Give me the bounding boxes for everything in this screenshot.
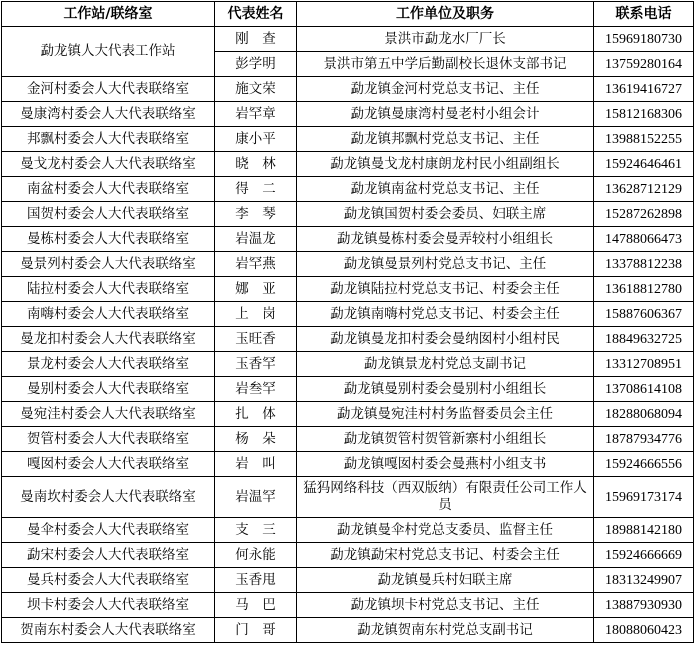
phone-cell: 15924666556 bbox=[594, 452, 694, 477]
phone-cell: 15924666669 bbox=[594, 543, 694, 568]
phone-cell: 13628712129 bbox=[594, 177, 694, 202]
table-row bbox=[2, 618, 694, 643]
table-row bbox=[2, 352, 694, 377]
phone-cell: 13708614108 bbox=[594, 377, 694, 402]
phone-cell: 13378812238 bbox=[594, 252, 694, 277]
table-row bbox=[2, 227, 694, 252]
table-row bbox=[2, 177, 694, 202]
phone-cell: 18849632725 bbox=[594, 327, 694, 352]
table-row bbox=[2, 543, 694, 568]
table-row bbox=[2, 77, 694, 102]
name-cell: 康小平 bbox=[215, 127, 297, 152]
phone-cell: 15287262898 bbox=[594, 202, 694, 227]
unit-cell: 勐龙镇曼戈龙村康朗龙村民小组副组长 bbox=[297, 152, 594, 177]
phone-cell: 13619416727 bbox=[594, 77, 694, 102]
unit-cell: 勐龙镇曼兵村妇联主席 bbox=[297, 568, 594, 593]
name-cell: 支 三 bbox=[215, 518, 297, 543]
unit-cell: 勐龙镇南嗨村党总支书记、村委会主任 bbox=[297, 302, 594, 327]
name-cell: 马 巴 bbox=[215, 593, 297, 618]
table-row bbox=[2, 152, 694, 177]
name-cell: 施文荣 bbox=[215, 77, 297, 102]
unit-cell: 勐龙镇贺管村贺管新寨村小组组长 bbox=[297, 427, 594, 452]
station-cell: 南嗨村委会人大代表联络室 bbox=[2, 302, 215, 327]
table-row bbox=[2, 518, 694, 543]
name-cell: 玉香甩 bbox=[215, 568, 297, 593]
station-cell: 曼南坎村委会人大代表联络室 bbox=[2, 477, 215, 518]
table-row bbox=[2, 593, 694, 618]
station-cell: 贺管村委会人大代表联络室 bbox=[2, 427, 215, 452]
unit-cell: 勐龙镇曼栋村委会曼弄较村小组组长 bbox=[297, 227, 594, 252]
name-cell: 岩 叫 bbox=[215, 452, 297, 477]
phone-cell: 15969180730 bbox=[594, 27, 694, 52]
phone-cell: 13887930930 bbox=[594, 593, 694, 618]
unit-cell: 勐龙镇南盆村党总支书记、主任 bbox=[297, 177, 594, 202]
station-cell: 曼景列村委会人大代表联络室 bbox=[2, 252, 215, 277]
station-cell: 金河村委会人大代表联络室 bbox=[2, 77, 215, 102]
station-cell: 陆拉村委会人大代表联络室 bbox=[2, 277, 215, 302]
header-name: 代表姓名 bbox=[215, 2, 297, 27]
unit-cell: 景洪市第五中学后勤副校长退休支部书记 bbox=[297, 52, 594, 77]
phone-cell: 13759280164 bbox=[594, 52, 694, 77]
unit-cell: 猛犸网络科技（西双版纳）有限责任公司工作人员 bbox=[297, 477, 594, 518]
phone-cell: 18988142180 bbox=[594, 518, 694, 543]
station-cell: 贺南东村委会人大代表联络室 bbox=[2, 618, 215, 643]
header-station: 工作站/联络室 bbox=[2, 2, 215, 27]
phone-cell: 18088060423 bbox=[594, 618, 694, 643]
station-cell: 邦飘村委会人大代表联络室 bbox=[2, 127, 215, 152]
station-cell: 曼康湾村委会人大代表联络室 bbox=[2, 102, 215, 127]
phone-cell: 13312708951 bbox=[594, 352, 694, 377]
unit-cell: 勐龙镇曼伞村党总支委员、监督主任 bbox=[297, 518, 594, 543]
table-row bbox=[2, 402, 694, 427]
name-cell: 得 二 bbox=[215, 177, 297, 202]
table-header-row bbox=[2, 2, 694, 27]
unit-cell: 景洪市勐龙水厂厂长 bbox=[297, 27, 594, 52]
unit-cell: 勐龙镇景龙村党总支副书记 bbox=[297, 352, 594, 377]
phone-cell: 18288068094 bbox=[594, 402, 694, 427]
station-cell: 曼戈龙村委会人大代表联络室 bbox=[2, 152, 215, 177]
station-cell: 嘎囡村委会人大代表联络室 bbox=[2, 452, 215, 477]
name-cell: 晓 林 bbox=[215, 152, 297, 177]
unit-cell: 勐龙镇坝卡村党总支书记、主任 bbox=[297, 593, 594, 618]
station-cell: 曼别村委会人大代表联络室 bbox=[2, 377, 215, 402]
table-row bbox=[2, 568, 694, 593]
phone-cell: 15969173174 bbox=[594, 477, 694, 518]
unit-cell: 勐龙镇陆拉村党总支书记、村委会主任 bbox=[297, 277, 594, 302]
station-cell: 国贺村委会人大代表联络室 bbox=[2, 202, 215, 227]
unit-cell: 勐龙镇曼景列村党总支书记、主任 bbox=[297, 252, 594, 277]
table-row bbox=[2, 202, 694, 227]
name-cell: 彭学明 bbox=[215, 52, 297, 77]
station-cell: 曼宛洼村委会人大代表联络室 bbox=[2, 402, 215, 427]
unit-cell: 勐龙镇曼康湾村曼老村小组会计 bbox=[297, 102, 594, 127]
unit-cell: 勐龙镇国贺村委会委员、妇联主席 bbox=[297, 202, 594, 227]
station-cell: 勐龙镇人大代表工作站 bbox=[2, 27, 215, 77]
unit-cell: 勐龙镇曼宛洼村村务监督委员会主任 bbox=[297, 402, 594, 427]
name-cell: 岩温龙 bbox=[215, 227, 297, 252]
name-cell: 扎 体 bbox=[215, 402, 297, 427]
table-row bbox=[2, 27, 694, 52]
table-row bbox=[2, 102, 694, 127]
unit-cell: 勐龙镇金河村党总支书记、主任 bbox=[297, 77, 594, 102]
station-cell: 南盆村委会人大代表联络室 bbox=[2, 177, 215, 202]
name-cell: 上 岗 bbox=[215, 302, 297, 327]
name-cell: 玉香罕 bbox=[215, 352, 297, 377]
name-cell: 岩温罕 bbox=[215, 477, 297, 518]
unit-cell: 勐龙镇勐宋村党总支书记、村委会主任 bbox=[297, 543, 594, 568]
name-cell: 何永能 bbox=[215, 543, 297, 568]
phone-cell: 15924646461 bbox=[594, 152, 694, 177]
name-cell: 杨 朵 bbox=[215, 427, 297, 452]
phone-cell: 15812168306 bbox=[594, 102, 694, 127]
unit-cell: 勐龙镇曼别村委会曼别村小组组长 bbox=[297, 377, 594, 402]
phone-cell: 13618812780 bbox=[594, 277, 694, 302]
phone-cell: 18313249907 bbox=[594, 568, 694, 593]
table-row bbox=[2, 252, 694, 277]
unit-cell: 勐龙镇曼龙扣村委会曼纳囡村小组村民 bbox=[297, 327, 594, 352]
table-row bbox=[2, 377, 694, 402]
table-row bbox=[2, 327, 694, 352]
header-phone: 联系电话 bbox=[594, 2, 694, 27]
phone-cell: 14788066473 bbox=[594, 227, 694, 252]
station-cell: 坝卡村委会人大代表联络室 bbox=[2, 593, 215, 618]
station-cell: 曼栋村委会人大代表联络室 bbox=[2, 227, 215, 252]
station-cell: 曼伞村委会人大代表联络室 bbox=[2, 518, 215, 543]
name-cell: 李 琴 bbox=[215, 202, 297, 227]
phone-cell: 18787934776 bbox=[594, 427, 694, 452]
name-cell: 岩罕燕 bbox=[215, 252, 297, 277]
station-cell: 曼龙扣村委会人大代表联络室 bbox=[2, 327, 215, 352]
table-row bbox=[2, 477, 694, 518]
phone-cell: 13988152255 bbox=[594, 127, 694, 152]
name-cell: 玉旺香 bbox=[215, 327, 297, 352]
header-unit: 工作单位及职务 bbox=[297, 2, 594, 27]
unit-cell: 勐龙镇嘎囡村委会曼燕村小组支书 bbox=[297, 452, 594, 477]
name-cell: 门 哥 bbox=[215, 618, 297, 643]
station-cell: 勐宋村委会人大代表联络室 bbox=[2, 543, 215, 568]
unit-cell: 勐龙镇贺南东村党总支副书记 bbox=[297, 618, 594, 643]
table-row bbox=[2, 452, 694, 477]
unit-cell: 勐龙镇邦飘村党总支书记、主任 bbox=[297, 127, 594, 152]
name-cell: 娜 亚 bbox=[215, 277, 297, 302]
name-cell: 岩叁罕 bbox=[215, 377, 297, 402]
table-row bbox=[2, 127, 694, 152]
table-row bbox=[2, 277, 694, 302]
name-cell: 刚 查 bbox=[215, 27, 297, 52]
name-cell: 岩罕章 bbox=[215, 102, 297, 127]
representative-contact-table bbox=[1, 1, 694, 643]
phone-cell: 15887606367 bbox=[594, 302, 694, 327]
table-row bbox=[2, 427, 694, 452]
station-cell: 曼兵村委会人大代表联络室 bbox=[2, 568, 215, 593]
table-row bbox=[2, 302, 694, 327]
station-cell: 景龙村委会人大代表联络室 bbox=[2, 352, 215, 377]
